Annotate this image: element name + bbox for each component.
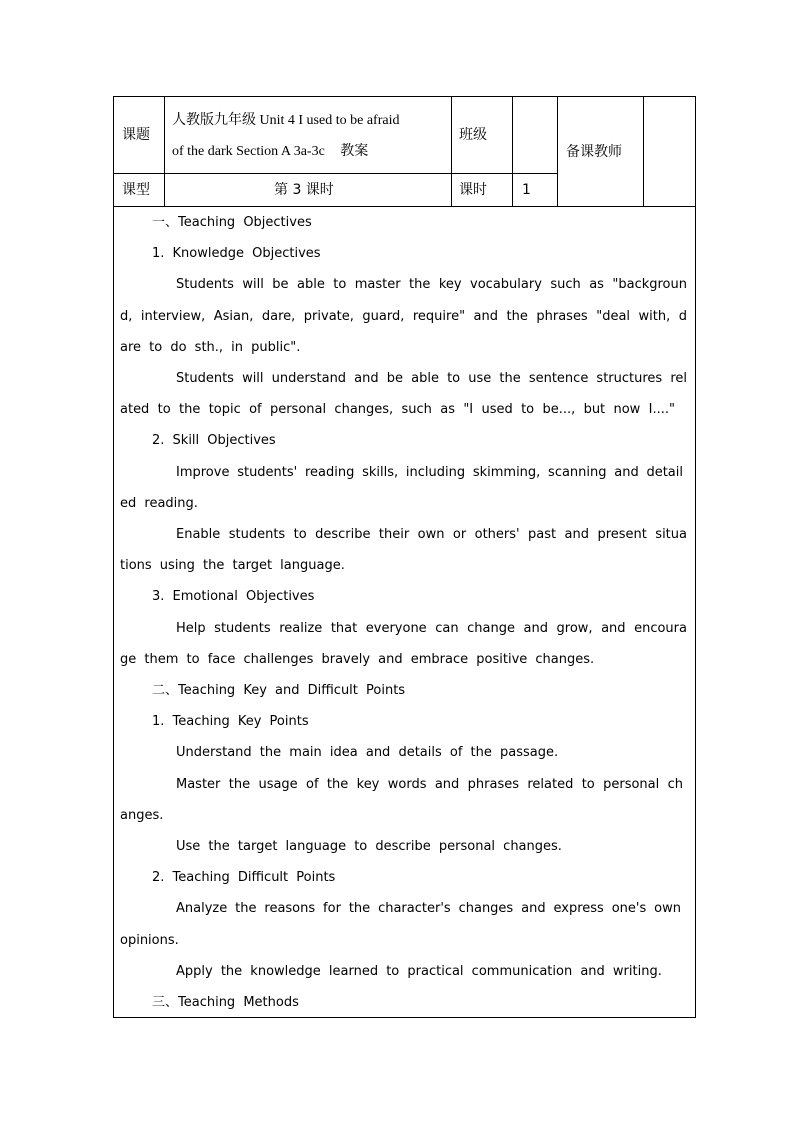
paragraph-line: Students will understand and be able to use the sentence structures rel <box>176 371 687 386</box>
paragraph-line: d, interview, Asian, dare, private, guard, require" and the phrases "deal with, d <box>120 309 687 324</box>
paragraph-line: ge them to face challenges bravely and embrace positive changes. <box>120 652 595 667</box>
section-heading: 一、Teaching Objectives <box>152 215 312 230</box>
grid-line <box>114 173 557 174</box>
subsection-heading: 2. Teaching Difficult Points <box>152 870 336 885</box>
section-heading: 二、Teaching Key and Difficult Points <box>152 683 406 698</box>
grid-line <box>512 97 513 206</box>
paragraph-line: ated to the topic of personal changes, such as "I used to be..., but now I...." <box>120 402 675 417</box>
paragraph-line: Help students realize that everyone can change and grow, and encoura <box>176 621 687 636</box>
paragraph-line: tions using the target language. <box>120 558 345 573</box>
paragraph-line: opinions. <box>120 933 179 948</box>
title-en-1: Unit 4 I used to be afraid <box>259 113 400 128</box>
paragraph-line: Apply the knowledge learned to practical communication and writing. <box>176 964 662 979</box>
paragraph-line: are to do sth., in public". <box>120 340 301 355</box>
grid-line <box>164 97 165 206</box>
type-value: 第 3 课时 <box>274 182 334 198</box>
grid-line <box>643 97 644 206</box>
subsection-heading: 1. Knowledge Objectives <box>152 246 321 261</box>
period-label: 课时 <box>459 182 487 198</box>
period-value: 1 <box>522 182 531 198</box>
title-cn: 人教版九年级 <box>172 112 256 128</box>
type-label: 课型 <box>122 182 150 198</box>
title-en-2: of the dark Section A 3a-3c <box>172 144 325 159</box>
paragraph-line: Use the target language to describe personal changes. <box>176 839 562 854</box>
subsection-heading: 3. Emotional Objectives <box>152 589 315 604</box>
header-table <box>114 97 695 207</box>
subsection-heading: 1. Teaching Key Points <box>152 714 309 729</box>
paragraph-line: ed reading. <box>120 496 198 511</box>
section-heading: 三、Teaching Methods <box>152 995 299 1010</box>
grid-line <box>557 97 558 206</box>
lesson-title <box>172 105 452 167</box>
paragraph-line: Improve students' reading skills, including skimming, scanning and detail <box>176 465 683 480</box>
teacher-label: 备课教师 <box>566 144 622 160</box>
paragraph-line: Students will be able to master the key vocabulary such as "backgroun <box>176 277 687 292</box>
paragraph-line: Analyze the reasons for the character's changes and express one's own <box>176 901 681 916</box>
topic-label: 课题 <box>122 127 150 143</box>
class-label: 班级 <box>459 127 487 143</box>
paragraph-line: Enable students to describe their own or others' past and present situa <box>176 527 687 542</box>
paragraph-line: anges. <box>120 808 164 823</box>
paragraph-line: Master the usage of the key words and phrases related to personal ch <box>176 777 683 792</box>
paragraph-line: Understand the main idea and details of the passage. <box>176 745 559 760</box>
subsection-heading: 2. Skill Objectives <box>152 433 276 448</box>
title-suffix: 教案 <box>340 143 369 159</box>
lesson-plan-sheet <box>113 96 696 1018</box>
